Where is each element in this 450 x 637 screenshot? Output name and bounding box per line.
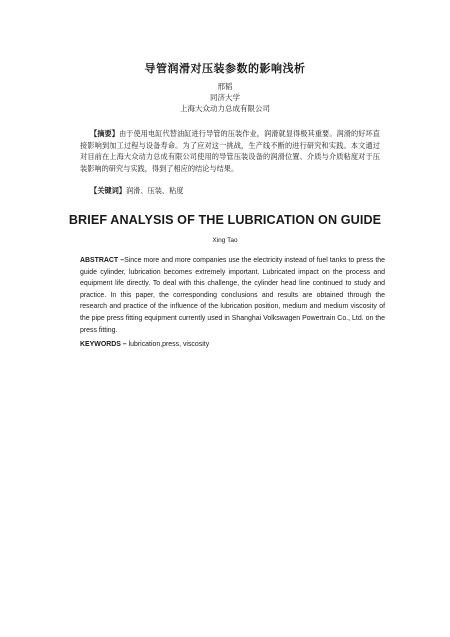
english-keywords: [80, 339, 385, 351]
chinese-abstract: [80, 128, 380, 174]
chinese-abstract-label: 【摘要】: [90, 129, 120, 138]
chinese-keywords-label: 【关键词】: [90, 186, 126, 195]
english-abstract-label: ABSTRACT –: [80, 257, 125, 264]
english-keywords-label: KEYWORDS –: [80, 341, 127, 348]
english-abstract-text: Since more and more companies use the electricity instead of fuel tanks to press the guide cylinder, lubrication becomes extremely important. Lubricated impact on the process and equipment life directly. To deal with this challenge, the cylinder head line continued to study and practice. In this paper, the corresponding conclusions and results are obtained through the research and practice of the influence of the lubrication position, medium and medium viscosity of the pipe press fitting equipment currently used in Shanghai Volkswagen Powertrain Co., Ltd. on the press fitting.: [80, 257, 385, 334]
chinese-affiliation-university: 同济大学: [210, 93, 240, 102]
chinese-affiliation-company: 上海大众动力总成有限公司: [180, 104, 270, 113]
chinese-author: 邢韬: [217, 82, 233, 91]
chinese-keywords: [80, 185, 380, 197]
english-title: BRIEF ANALYSIS OF THE LUBRICATION ON GUIDE: [68, 213, 382, 227]
english-keywords-text: lubrication,press, viscosity: [126, 341, 210, 348]
english-abstract: [80, 255, 385, 336]
chinese-keywords-text: 润滑、压装、粘度: [125, 186, 184, 195]
chinese-title: 导管润滑对压装参数的影响浅析: [144, 62, 306, 75]
english-author: Xing Tao: [212, 237, 238, 244]
chinese-abstract-text: 由于使用电缸代替油缸进行导管的压装作业，润滑就显得极其重要。润滑的好坏直接影响到加工过程与设备寿命。为了应对这一挑战，生产线不断的进行研究和实践。本文通过对目前在上海大众动力总成有限公司使用的导管压装设备的润滑位置、介质与介质粘度对于压装影响的研究与实践，得到了相应的结论与结果。: [80, 129, 380, 173]
